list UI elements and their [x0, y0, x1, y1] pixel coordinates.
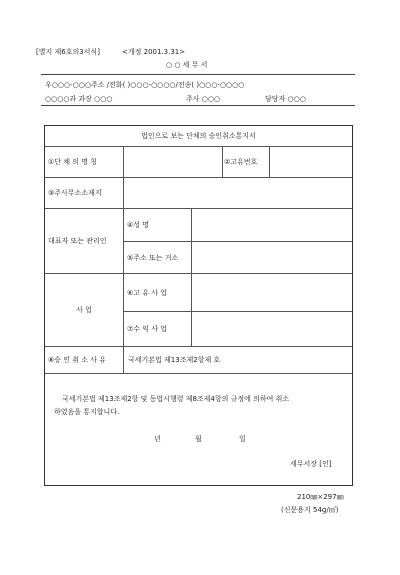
name-label: ④성 명 [127, 221, 150, 229]
unique-no-field[interactable] [271, 147, 351, 177]
unique-business-label: ⑥고 유 사 업 [127, 288, 167, 297]
date-month: 월 [195, 435, 202, 443]
office-location-label: ③주사무소소재지 [48, 189, 102, 197]
notice-text-line-2: 하였음을 통지합니다. [54, 408, 120, 416]
paper-size-label: 210㎜×297㎜ [297, 493, 344, 501]
header-bottom-rule [41, 105, 355, 106]
office-location-field[interactable] [125, 178, 351, 208]
representative-label: 대표자 또는 관리인 [48, 237, 107, 245]
date-year: 년 [154, 435, 161, 443]
form-title: 법인으로 보는 단체의 승인취소통지서 [141, 132, 256, 140]
unique-business-field[interactable] [193, 274, 351, 311]
address-field[interactable] [193, 242, 351, 273]
business-label: 사 업 [76, 306, 92, 314]
paper-type-label: (신문용지 54g/㎡) [281, 506, 339, 514]
name-field[interactable] [193, 209, 351, 241]
officer-line: 주사 ○○○ [186, 95, 221, 103]
header-top-rule [41, 74, 355, 75]
staff-line: 담당자 ○○○ [265, 95, 306, 103]
profit-business-label: ⑦수 익 사 업 [127, 325, 167, 333]
org-name-field[interactable] [125, 147, 221, 177]
department-line: ○○○○과 과장 ○○○ [45, 95, 113, 103]
signer-seal: 세무서장 [인] [290, 460, 332, 468]
cancel-reason-label: ⑧승 인 취 소 사 유 [48, 356, 106, 364]
notice-text-line-1: 국세기본법 제13조제2항 및 동법시행령 제8조제4항의 규정에 의하여 취소 [62, 395, 290, 403]
address-label: ⑤주소 또는 거소 [127, 253, 179, 262]
tax-office-title: ○ ○ 세 무 서 [166, 61, 208, 69]
revision-label: <개정 2001.3.31> [122, 48, 186, 56]
unique-no-label: ②고유번호 [224, 158, 258, 166]
date-day: 일 [239, 435, 246, 443]
org-name-label: ①단 체 의 명 칭 [48, 158, 97, 166]
profit-business-field[interactable] [193, 312, 351, 346]
notice-form [44, 125, 353, 486]
address-line-1: 우○○○-○○○주소 /전화( )○○○-○○○○/전송( )○○○-○○○○ [45, 81, 245, 89]
form-id-label: [별지 제6호의3서식] [36, 48, 100, 56]
cancel-reason-field[interactable]: 국세기본법 제13조제2항제 호 [128, 356, 221, 364]
